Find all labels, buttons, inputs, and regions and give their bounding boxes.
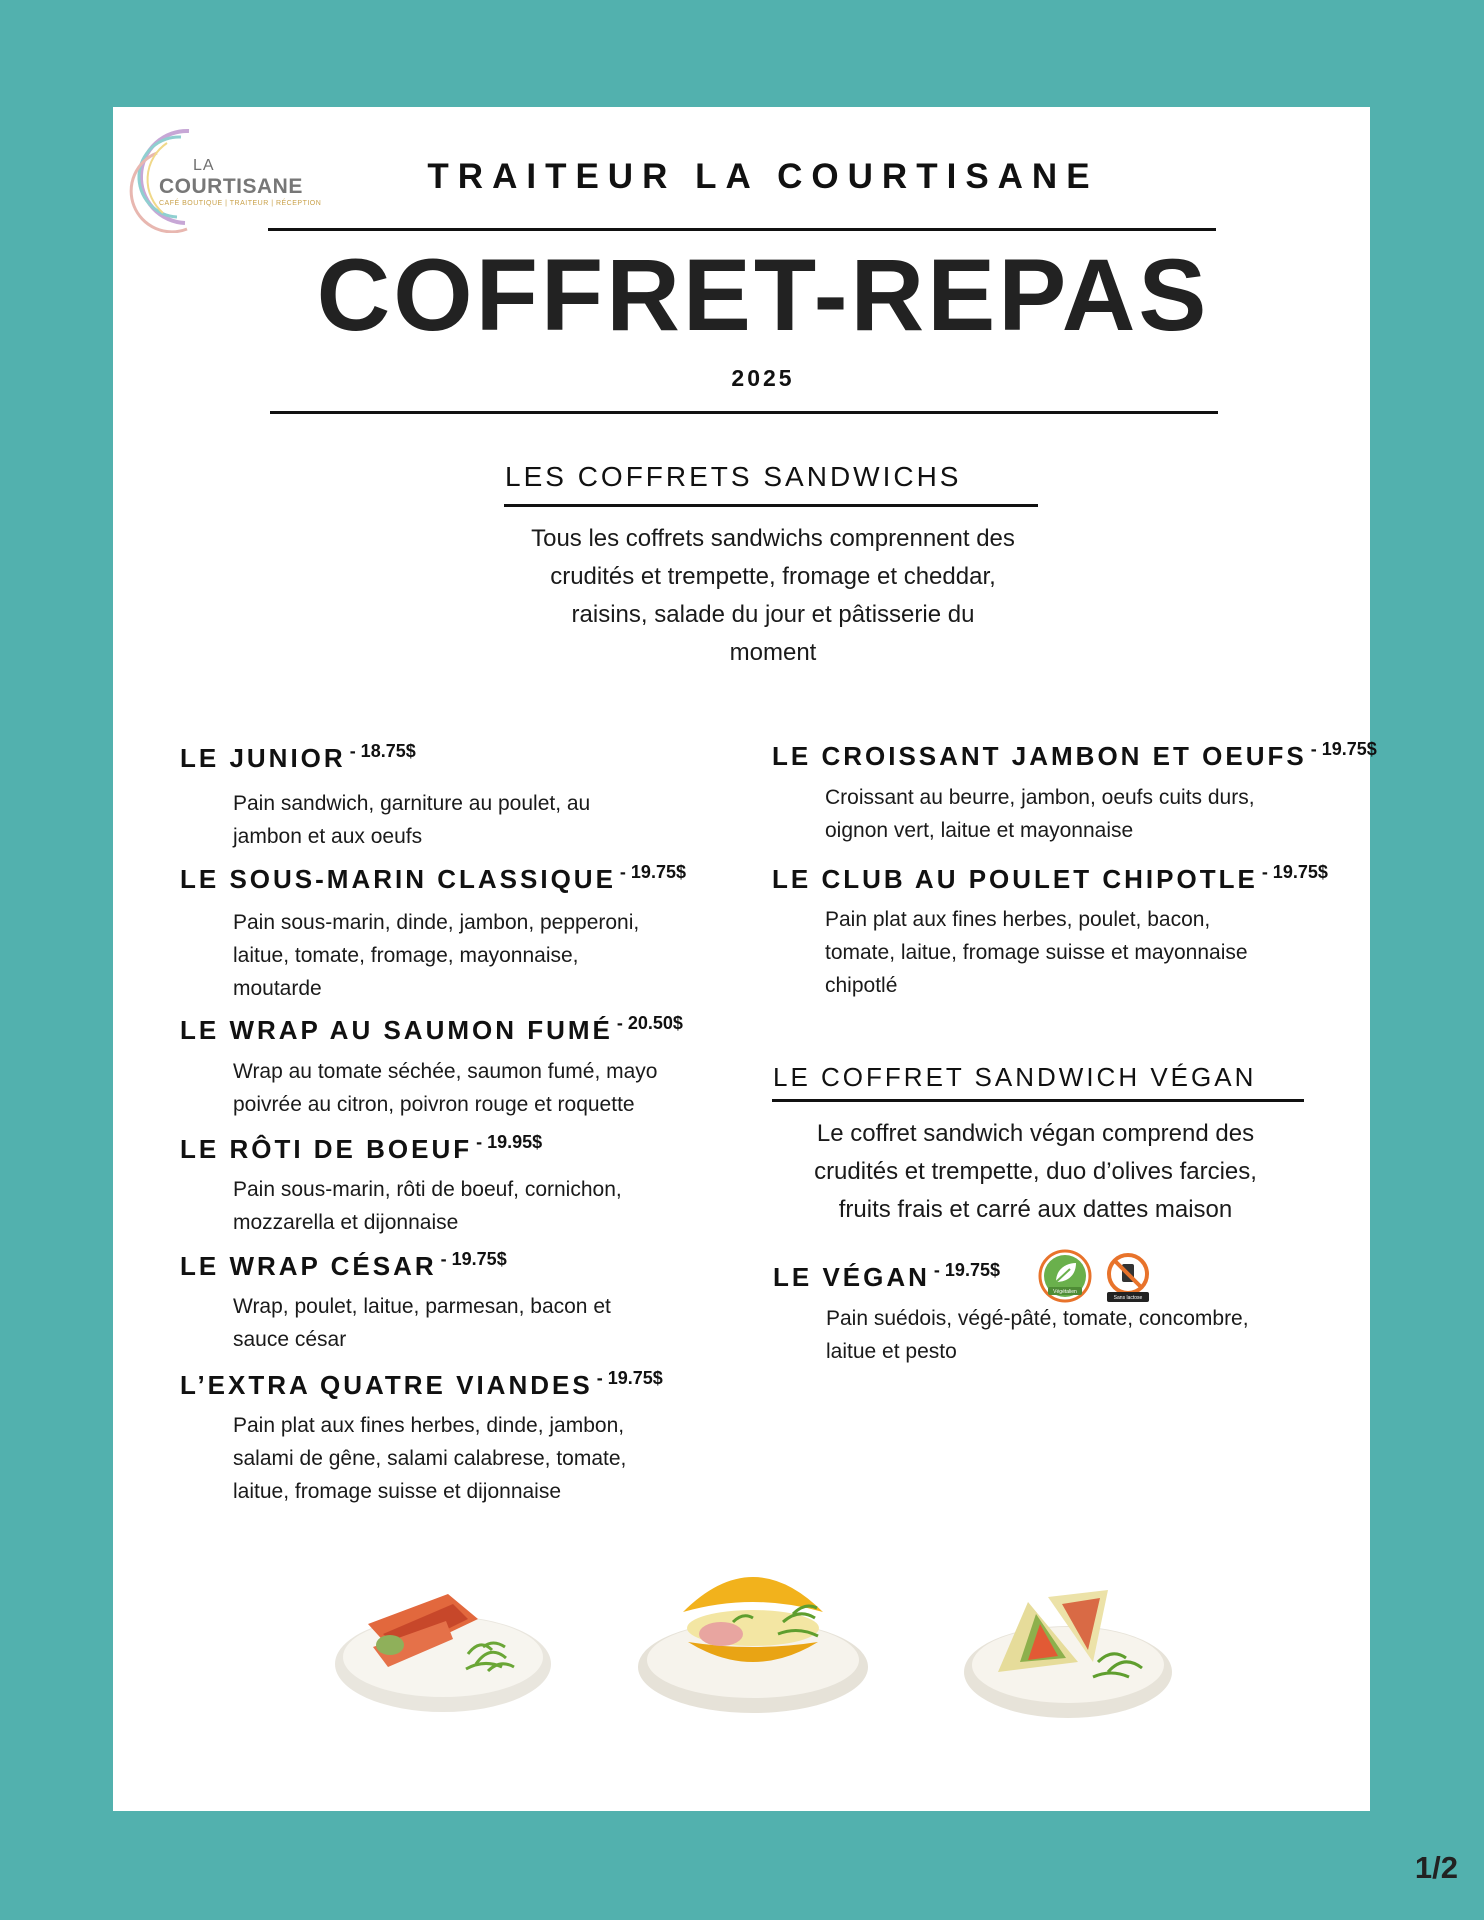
flatbread-dish-photo [958, 1562, 1178, 1727]
lactose-badge-label: Sans lactose [1113, 1295, 1143, 1301]
lactose-free-badge [1103, 1252, 1153, 1309]
menu-item-desc: Wrap au tomate séchée, saumon fumé, mayo poivrée au citron, poivron rouge et roquette [233, 1060, 658, 1116]
menu-item-desc: Croissant au beurre, jambon, oeufs cuits durs, oignon vert, laitue et mayonnaise [825, 786, 1255, 842]
menu-item-name: LE CLUB AU POULET CHIPOTLE $^{- 19.75\$}$ [772, 862, 1328, 894]
menu-item-desc: Pain sandwich, garniture au poulet, au jambon et aux oeufs [233, 792, 591, 848]
menu-item-price: - 19.75$ [1310, 739, 1377, 759]
vegan-section-underline [772, 1099, 1304, 1102]
vegan-section-intro: Le coffret sandwich végan comprend des crudités et trempette, duo d’olives farcies, fruits frais et carré aux dattes maison [814, 1120, 1257, 1223]
menu-item-price: - 18.75$ [349, 741, 416, 761]
menu-item-name: L’EXTRA QUATRE VIANDES $^{- 19.75\$}$ [180, 1368, 663, 1400]
menu-item-price: - 20.50$ [616, 1013, 683, 1033]
wrap-dish-photo [328, 1559, 558, 1724]
menu-item-desc: Pain suédois, végé-pâté, tomate, concombre, laitue et pesto [826, 1307, 1249, 1363]
menu-item-price: - 19.75$ [440, 1249, 507, 1269]
menu-item-price: - 19.95$ [476, 1132, 543, 1152]
logo-tagline: CAFÉ BOUTIQUE | TRAITEUR | RÉCEPTION [159, 200, 322, 207]
menu-item-name: LE RÔTI DE BOEUF $^{- 19.95\$}$ [180, 1132, 543, 1164]
header-bottom-rule [270, 411, 1218, 414]
croissant-dish-photo [633, 1552, 878, 1727]
header-top-rule [268, 228, 1216, 231]
menu-item-price: - 19.75$ [619, 862, 686, 882]
vegan-badge-label: Végétalien [1053, 1289, 1077, 1295]
page-year: 2025 [731, 365, 795, 391]
courtisane-logo [127, 123, 327, 233]
vegan-section-title: LE COFFRET SANDWICH VÉGAN [773, 1062, 1257, 1092]
menu-item-desc: Pain plat aux fines herbes, poulet, bacon, tomate, laitue, fromage suisse et mayonnaise chipotlé [825, 908, 1248, 997]
logo-text-la: LA [193, 157, 215, 174]
menu-item-name: LE SOUS-MARIN CLASSIQUE $^{- 19.75\$}$ [180, 862, 686, 894]
menu-item-price: - 19.75$ [1261, 862, 1328, 882]
sandwich-section-intro: Tous les coffrets sandwichs comprennent des crudités et trempette, fromage et cheddar, raisins, salade du jour et pâtisserie du moment [531, 525, 1015, 666]
no-milk-icon [1103, 1252, 1153, 1304]
menu-item-name: LE WRAP AU SAUMON FUMÉ $^{- 20.50\$}$ [180, 1013, 683, 1045]
menu-item-name: LE VÉGAN $^{- 19.75\$}$ [773, 1260, 1000, 1292]
page-title: COFFRET-REPAS [316, 238, 1210, 352]
page-number: 1/2 [1414, 1850, 1458, 1885]
logo-text-courtisane: COURTISANE [159, 175, 303, 198]
sandwich-section-underline [504, 504, 1038, 507]
menu-item-name: LE WRAP CÉSAR $^{- 19.75\$}$ [180, 1249, 507, 1281]
menu-item-name: LE JUNIOR $^{- 18.75\$}$ [180, 741, 416, 773]
menu-item-desc: Wrap, poulet, laitue, parmesan, bacon et sauce césar [233, 1295, 611, 1351]
menu-item-price: - 19.75$ [596, 1368, 663, 1388]
sandwich-section-title: LES COFFRETS SANDWICHS [505, 461, 962, 492]
vegan-badge [1038, 1249, 1092, 1308]
menu-item-price: - 19.75$ [933, 1260, 1000, 1280]
menu-item-desc: Pain plat aux fines herbes, dinde, jambon, salami de gêne, salami calabrese, tomate, laitue, fromage suisse et dijonnaise [233, 1414, 627, 1503]
menu-item-desc: Pain sous-marin, dinde, jambon, pepperoni, laitue, tomate, fromage, mayonnaise, moutarde [233, 911, 640, 1000]
brand-name: TRAITEUR LA COURTISANE [427, 157, 1099, 196]
menu-item-desc: Pain sous-marin, rôti de boeuf, cornichon, mozzarella et dijonnaise [233, 1178, 622, 1234]
leaf-icon [1038, 1249, 1092, 1303]
menu-sheet [113, 107, 1377, 1811]
menu-item-name: LE CROISSANT JAMBON ET OEUFS $^{- 19.75\$}$ [772, 739, 1377, 771]
